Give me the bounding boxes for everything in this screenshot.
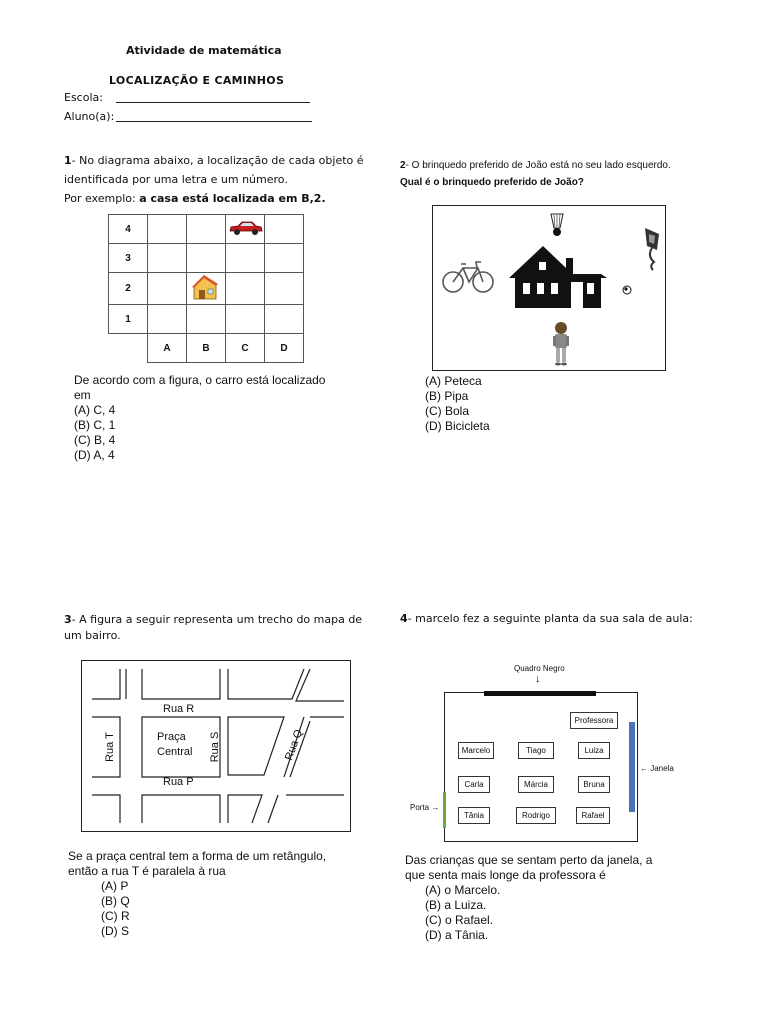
- q1-option-c[interactable]: (C) B, 4: [74, 433, 116, 447]
- q1-question-line1: De acordo com a figura, o carro está localizado: [74, 373, 326, 387]
- q4-option-a[interactable]: (A) o Marcelo.: [425, 883, 501, 897]
- q4-option-b[interactable]: (B) a Luiza.: [425, 898, 487, 912]
- escola-line[interactable]: [116, 102, 310, 103]
- coordinate-grid: [108, 214, 304, 363]
- shuttlecock-icon: [551, 214, 563, 236]
- porta-label: Porta →: [410, 803, 440, 812]
- q3-option-d[interactable]: (D) S: [101, 924, 129, 938]
- house-cell: [187, 273, 226, 305]
- janela-text: Janela: [650, 764, 674, 773]
- street-label-rua-q: Rua Q: [282, 728, 306, 762]
- street-label-rua-r: Rua R: [163, 703, 195, 715]
- col-label: B: [187, 334, 226, 363]
- street-label-rua-t: Rua T: [104, 732, 116, 762]
- q4-option-c[interactable]: (C) o Rafael.: [425, 913, 494, 927]
- down-arrow-icon: ↓: [535, 673, 541, 685]
- q2-prompt: [400, 160, 671, 171]
- car-icon: [227, 220, 263, 236]
- q3-question-line2: então a rua T é paralela à rua: [68, 864, 226, 878]
- q3-question-line1: Se a praça central tem a forma de um retângulo,: [68, 849, 327, 863]
- ball-icon: [623, 286, 631, 294]
- col-label: D: [265, 334, 304, 363]
- house-icon: [509, 246, 607, 308]
- q3-text-line2: um bairro.: [64, 629, 121, 642]
- q2-option-d[interactable]: (D) Bicicleta: [425, 419, 490, 433]
- q2-option-b[interactable]: (B) Pipa: [425, 389, 469, 403]
- neighborhood-map: [81, 660, 351, 832]
- aluno-line[interactable]: [116, 121, 312, 122]
- praca-line2: Central: [157, 746, 193, 758]
- praca-central-label: [157, 730, 192, 760]
- desk-luiza: Luiza: [578, 742, 610, 759]
- q4-text: - marcelo fez a seguinte planta da sua sala de aula:: [407, 612, 693, 625]
- row-label: 4: [109, 215, 148, 244]
- janela-label: ← Janela: [640, 764, 674, 773]
- desk-tiago: Tiago: [518, 742, 554, 759]
- q1-option-d[interactable]: (D) A, 4: [74, 448, 115, 462]
- house-icon: [190, 273, 222, 301]
- q4-question-line2: que senta mais longe da professora é: [405, 868, 606, 882]
- col-label: C: [226, 334, 265, 363]
- porta-text: Porta: [410, 803, 430, 812]
- q2-options: [425, 374, 490, 434]
- q4-prompt: [400, 612, 693, 625]
- car-cell: [226, 215, 265, 244]
- bicycle-icon: [443, 262, 493, 292]
- escola-label: Escola:: [64, 91, 103, 104]
- col-label: A: [148, 334, 187, 363]
- q1-question: [74, 373, 325, 463]
- row-label: 3: [109, 244, 148, 273]
- q1-option-a[interactable]: (A) C, 4: [74, 403, 116, 417]
- q3-number: 3: [64, 613, 72, 626]
- q4-options: [405, 883, 652, 943]
- q3-text-line1: - A figura a seguir representa um trecho do mapa de: [71, 613, 363, 626]
- desk-marcelo: Marcelo: [458, 742, 494, 759]
- q3-option-a[interactable]: (A) P: [101, 879, 129, 893]
- row-label: 1: [109, 305, 148, 334]
- q4-number: 4: [400, 612, 408, 625]
- q2-picture: [432, 205, 666, 371]
- q3-options: [68, 879, 326, 939]
- classroom-plan: [402, 660, 692, 850]
- kite-icon: [645, 228, 659, 270]
- q1-question-line2: em: [74, 388, 91, 402]
- q1-example-prefix: Por exemplo:: [64, 192, 140, 205]
- q1-text-line1: - No diagrama abaixo, a localização de cada objeto é: [71, 154, 364, 167]
- q1-example-bold: a casa está localizada em B,2.: [139, 192, 326, 205]
- worksheet-subtitle: LOCALIZAÇÃO E CAMINHOS: [109, 74, 285, 87]
- q1-option-b[interactable]: (B) C, 1: [74, 418, 116, 432]
- aluno-label: Aluno(a):: [64, 110, 115, 123]
- joao-boy-icon: [553, 322, 569, 366]
- desk-carla: Carla: [458, 776, 490, 793]
- desk-rafael: Rafael: [576, 807, 610, 824]
- q1-text-line2: identificada por uma letra e um número.: [64, 173, 288, 186]
- q3-question: [68, 849, 326, 939]
- street-label-rua-s: Rua S: [209, 731, 221, 763]
- row-label: 2: [109, 273, 148, 305]
- desk-bruna: Bruna: [578, 776, 610, 793]
- q1-prompt: [64, 151, 384, 208]
- door: [443, 792, 446, 828]
- desk-rodrigo: Rodrigo: [516, 807, 556, 824]
- q2-option-a[interactable]: (A) Peteca: [425, 374, 482, 388]
- q4-question-line1: Das crianças que se sentam perto da janela, a: [405, 853, 653, 867]
- professora-desk: Professora: [570, 712, 618, 729]
- window: [629, 722, 635, 812]
- q2-option-c[interactable]: (C) Bola: [425, 404, 470, 418]
- q3-option-b[interactable]: (B) Q: [101, 894, 130, 908]
- q2-number: 2: [400, 160, 406, 171]
- desk-marcia: Márcia: [518, 776, 554, 793]
- q2-text: - O brinquedo preferido de João está no seu lado esquerdo.: [405, 160, 671, 171]
- worksheet-title: Atividade de matemática: [126, 44, 282, 57]
- desk-tania: Tânia: [458, 807, 490, 824]
- q1-number: 1: [64, 154, 72, 167]
- q3-option-c[interactable]: (C) R: [101, 909, 130, 923]
- praca-line1: Praça: [157, 731, 186, 743]
- q4-question: [405, 853, 652, 943]
- street-label-rua-p: Rua P: [163, 776, 194, 788]
- blackboard: [484, 691, 596, 696]
- q4-option-d[interactable]: (D) a Tânia.: [425, 928, 489, 942]
- quadro-negro-label: Quadro Negro: [514, 664, 565, 673]
- q2-question: Qual é o brinquedo preferido de João?: [400, 177, 584, 188]
- q3-prompt: [64, 612, 384, 644]
